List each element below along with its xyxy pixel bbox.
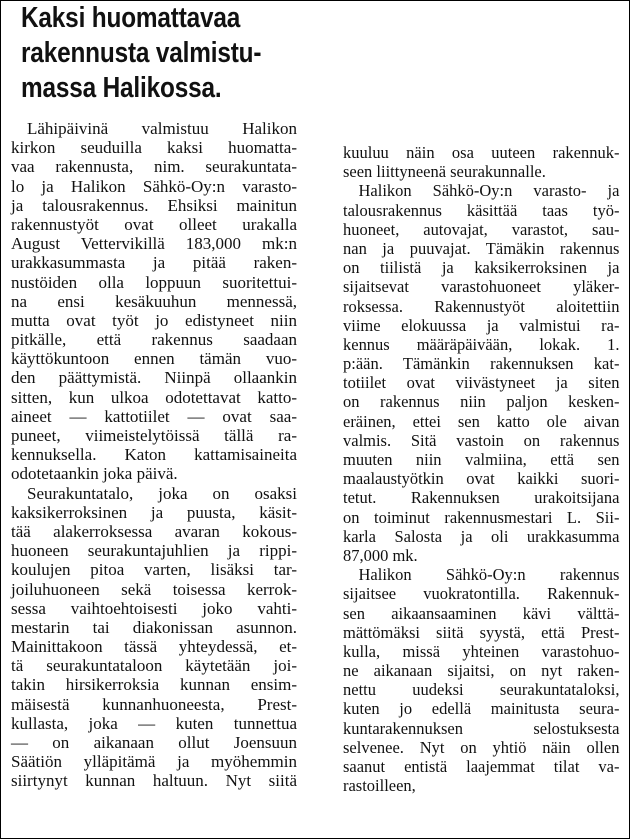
text-line: Halikon Sähkö-Oy:n varasto- ja	[358, 181, 620, 201]
text-line: sitten, kun ulkoa odotettavat katto-	[11, 387, 297, 407]
text-line: on rakennus niin paljon kesken-	[343, 392, 620, 412]
text-line: maalaustyötkin ovat kaikki suori-	[343, 469, 620, 489]
text-line: talousrakennus käsittää taas työ-	[343, 200, 620, 220]
headline-line: massa Halikossa.	[21, 72, 222, 104]
text-line: 87,000 mk.	[343, 545, 418, 565]
text-line: siirtynyt kunnan haltuun. Nyt siitä	[11, 771, 297, 791]
text-line: koulujen pitoa varten, lisäksi tar-	[11, 560, 297, 580]
text-line: tetut. Rakennuksen urakoitsijana	[343, 488, 620, 508]
text-line: kennus määräpäivään, lokak. 1.	[343, 334, 620, 354]
text-line: kuntarakennuksen selostuksesta	[343, 718, 620, 738]
text-line: seen liittyneenä seurakunnalle.	[343, 162, 546, 182]
text-line: nustöiden olla loppuun suoritettui-	[11, 272, 297, 292]
text-line: mutta ovat työt jo edistyneet niin	[11, 310, 297, 330]
text-line: mättömäksi siitä syystä, että Prest-	[343, 622, 620, 642]
text-line: Mainittakoon tässä yhteydessä, et-	[11, 637, 297, 657]
text-line: kennuksella. Katon kattamisaineita	[11, 445, 297, 465]
text-line: ja talousrakennus. Ehsiksi mainitun	[11, 195, 297, 215]
text-line: eräinen, ettei sen katto ole aivan	[343, 411, 620, 431]
text-line: Lähipäivinä valmistuu Halikon	[27, 119, 297, 138]
text-line: p:ään. Tämänkin rakennuksen kat-	[343, 354, 620, 374]
text-line: odotetaankin joka päivä.	[11, 464, 178, 484]
text-line: saanut entistä laajemmat tilat va-	[343, 757, 620, 776]
text-line: käyttökuntoon ennen tämän vuo-	[11, 349, 297, 369]
text-line: den päättymistä. Niinpä ollaankin	[11, 368, 297, 388]
text-line: tä seurakuntataloon käytetään joi-	[11, 656, 297, 676]
text-line: karla Salosta ja oli urakkasumma	[343, 526, 620, 546]
text-line: Säätiön ylläpitämä ja myöhemmin	[11, 752, 297, 772]
text-line: kaksikerroksinen ja puusta, käsit-	[11, 502, 297, 522]
text-line: huoneen seurakuntajuhlien ja rippi-	[11, 541, 297, 561]
text-line: kullasta, joka — kuten tunnettua	[11, 713, 297, 733]
text-line: August Vettervikillä 183,000 mk:n	[11, 234, 297, 254]
text-line: Seurakuntatalo, joka on osaksi	[27, 483, 297, 503]
text-line: on tiilistä ja kaksikerroksinen ja	[343, 258, 620, 278]
text-line: sijaitsee vuokratontilla. Rakennuk-	[343, 584, 620, 604]
text-line: urakkasummasta ja pitää raken-	[11, 253, 297, 273]
text-line: on toiminut rakennusmestari L. Sii-	[343, 507, 620, 527]
text-line: mestarin tai diakonissan asunnon.	[11, 617, 297, 637]
text-line: vaa rakennusta, nim. seurakuntata-	[11, 157, 297, 177]
text-line: selvenee. Nyt on yhtiö näin ollen	[343, 737, 620, 757]
text-line: pitkälle, että rakennus saadaan	[11, 330, 297, 350]
text-line: nettu uudeksi seurakuntataloksi,	[343, 680, 620, 700]
article-column-left	[11, 119, 297, 791]
text-line: lo ja Halikon Sähkö-Oy:n varasto-	[11, 176, 297, 196]
text-line: totiilet ovat viivästyneet ja siten	[343, 373, 620, 393]
text-line: sen aikaansaaminen kävi välttä-	[343, 603, 620, 623]
headline-line: Kaksi huomattavaa	[21, 2, 241, 34]
text-line: kuuluu näin osa uuteen rakennuk-	[343, 143, 620, 162]
text-line: Halikon Sähkö-Oy:n rakennus	[358, 565, 620, 585]
text-line: — on aikanaan ollut Joensuun	[11, 733, 297, 752]
text-line: mäisestä kunnanhuoneesta, Prest-	[11, 694, 297, 714]
text-line: na ensi kesäkuuhun mennessä,	[11, 291, 297, 311]
text-line: tää alakerroksessa avaran kokous-	[11, 521, 297, 541]
text-line: sijaitsevat varastohuoneet yläker-	[343, 277, 620, 297]
text-line: rastoilleen,	[343, 776, 416, 796]
text-line: kuten jo edellä mainitusta seura-	[343, 699, 620, 719]
headline-line: rakennusta valmistu-	[21, 37, 262, 69]
text-line: muuten niin valmiina, että sen	[343, 450, 620, 469]
text-line: takin hirsikerroksia kunnan ensim-	[11, 675, 297, 695]
text-line: rakennustyöt ovat olleet urakalla	[11, 214, 297, 234]
article-headline	[21, 1, 265, 106]
text-line: nan ja puuvajat. Tämäkin rakennus	[343, 238, 620, 258]
article-column-right	[343, 145, 628, 795]
text-line: huoneet, autovajat, varastot, sau-	[343, 219, 620, 239]
text-line: sessa vaihtoehtoisesti joko vahti-	[11, 598, 297, 618]
text-line: kirkon seuduilla kaksi huomatta-	[11, 138, 297, 158]
text-line: aineet — kattotiilet — ovat saa-	[11, 406, 297, 426]
text-line: joiluhuoneen sekä toisessa kerrok-	[11, 579, 297, 599]
text-line: kulla, missä yhteinen varastohuo-	[343, 641, 620, 661]
text-line: ne aikanaan sijaitsi, on nyt raken-	[343, 661, 620, 681]
text-line: valmis. Sitä vastoin on rakennus	[343, 430, 620, 450]
text-line: roksessa. Rakennustyöt aloitettiin	[343, 296, 620, 316]
text-line: puneet, viimeistelytöissä tällä ra-	[11, 426, 297, 445]
text-line: viime elokuussa ja valmistui ra-	[343, 315, 620, 335]
